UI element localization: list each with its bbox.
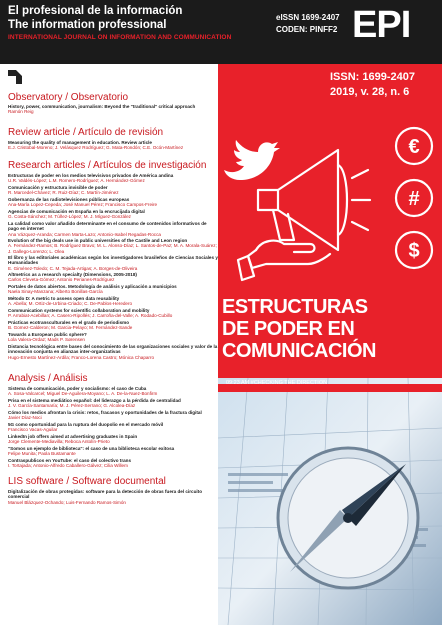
toc-item: Cómo los medios afrontan la crisis: retos, fracasos y oportunidades de la fractura digital Javier Díaz-Noci [8, 410, 202, 421]
photo-caption: 09:23 AM #CHECKING THE DIRECTION [226, 380, 328, 386]
toc-item: "Somos un ejemplo de biblioteca": el caso de una biblioteca escolar exitosa Felipe Munita; Paola Bustamante [8, 446, 175, 457]
issn-label: ISSN: 1699-2407 [330, 71, 415, 83]
toc-item: El libro y las editoriales académicas según los investigadores brasileños de Ciencias Sociales y Humanidades E. Giménez-Toledo; C. M. Tejada-Artigas; A. Borges-de-Oliveira [8, 255, 218, 271]
epi-logo: EPI [352, 4, 411, 46]
toc-item: Prisa en el sistema mediático español: del liderazgo a la pérdida de centralidad J. V. García-Santamaría; M. J. Pérez-Serrano; G. Alcolea-Díaz [8, 398, 181, 409]
journal-title-en: The information professional [8, 19, 167, 31]
toc-item: Sistema de comunicación, poder y socialismo: el caso de Cuba A. Sosa-Valcarcel; Miguel De-Aguilera-Moyano; L. A. De-la-Nuez-Bonfirm [8, 386, 158, 397]
journal-title-es: El profesional de la información [8, 5, 183, 17]
toc-item: Altmetrics as a research specialty (Dimensions, 2005-2018) Carlos Cleveta-Gómez; Antonio Perianes-Rodríguez [8, 272, 137, 283]
header-bar [0, 0, 442, 64]
section-observatory: Observatory / Observatorio [8, 92, 129, 103]
toc-item: 5G como oportunidad para la ruptura del duopolio en el mercado móvil Francisco Vacas-Aguilar [8, 422, 164, 433]
section-software: LIS software / Software documental [8, 476, 166, 487]
dollar-symbol: $ [408, 240, 420, 262]
toc-item: Gobernanza de las radiotelevisiones públicas europeas Ana-María Lopez-Cepeda; José Manuel Pérez; Francisco Campos-Freire [8, 197, 158, 208]
section-review: Review article / Artículo de revisión [8, 127, 164, 138]
toc-item: Contraspublicos en YouTube: el caso del colectivo trans I. Tortajada; Antonio-Alfredo Caballero-Gálvez; Cilia Willem [8, 458, 132, 469]
section-analysis: Analysis / Análisis [8, 373, 88, 384]
toc-item: Distancia tecnológica entre bases del conocimiento de las organizaciones sociales y valor de la innovación conjunta en alianzas inter-organizativas Hugo-Ernesto Martínez-Ardila; Franco-Lorena Castro; Mónica Chaparro [8, 344, 218, 360]
coden-label: CODEN: PINFF2 [276, 25, 338, 34]
toc-item: History, power, communication, journalism: Beyond the "traditional" critical approach Ramón Reig [8, 104, 196, 115]
bird-icon [224, 140, 280, 180]
toc-item: Communication systems for scientific collaboration and mobility P. Arrabiat-Acebillan; A. Casero-Ripollés; J. Carroña-del-Valle; A. Rodado-Cubillo [8, 308, 173, 319]
cover-title-line2: DE PODER EN [222, 318, 355, 340]
toc-item: LinkedIn job offers aimed at advertising graduates in Spain Jorge Clemente-Mediavilla; Reboca Antolín-Prieto [8, 434, 138, 445]
hash-symbol: # [408, 188, 420, 210]
toc-item: La calidad como valor añadido determinante en el consumo de contenidos informativos de pago en internet Ana Vázquez-Aranda; Carmen Marta-Lazo; Antonio-Isabel Regadas-Rocca [8, 221, 207, 237]
cover-photo [218, 378, 442, 625]
toc-item: Método D: A metric to assess open data reusability A. Abella; M. Ortiz-de-Urbina-Criado; C. De-Pablos-Heredero [8, 296, 133, 307]
volume-label: 2019, v. 28, n. 6 [330, 86, 410, 98]
eissn-label: eISSN 1699-2407 [276, 13, 340, 22]
toc-item: Evolution of the big deals use in public universities of the Castile and Leon region A. Fernández-Ramos; B. Rodríguez Bravo; M. L. Alonso-Díaz; L. Santos-de-Paz; M. A. Morala-Suárez; J. Gallego-Lorenzo; L. Olea [8, 238, 217, 254]
toc-item: Measuring the quality of management in education. Review article E.J. Cristobal-Moreno; J. Velásquez Rodríguez; G. Mata-Rondón; C.E. Ocón-Martínez [8, 140, 184, 151]
toc-item: Digitalización de obras protegidas: software para la detección de obras fuera del circuito comercial Manuel Blázquez-Ochando; Luis-Fernando Ramos-Simón [8, 489, 203, 505]
megaphone-illustration [218, 100, 442, 290]
cover-title-line1: ESTRUCTURAS [222, 296, 368, 318]
toc-item: Estructuras de poder en los medios televisivos privados de América andina U.R. Valdés-López; L.M. Romero-Rodríguez; A. Hernández-Gómez [8, 173, 174, 184]
toc-item: Prácticas ecotransculturales en el grado de periodismo B. Gomez-Calderon; M. Garcia-Pelayo; M. Fernández-Sande [8, 320, 133, 331]
toc-item: Comunicación y estructura invisible de poder R. Marcedel-Chávez; R. Ruiz-Díaz; C. Martín-Jiménez [8, 185, 119, 196]
euro-symbol: € [408, 136, 420, 158]
toc-item: Towards a European public sphere? Lola Valera-Ordaz; Mads P. Sørensen [8, 332, 87, 343]
journal-subtitle: INTERNATIONAL JOURNAL ON INFORMATION AND COMMUNICATION [8, 34, 232, 41]
toc-item: Portales de datos abiertos. Metodología de análisis y aplicación a municipios Naela Sinay-Manzana; Alberto Bonillas-García [8, 284, 177, 295]
toc-item: Agencias de comunicación en España en la encrucijada digital G. Costa-Sánchez; M. Túñez-López; M. J. Míguez-González [8, 209, 145, 220]
cover-title-line3: COMUNICACIÓN [222, 340, 376, 362]
toc-mark-icon [8, 70, 22, 84]
section-research: Research articles / Artículos de investigación [8, 160, 207, 171]
